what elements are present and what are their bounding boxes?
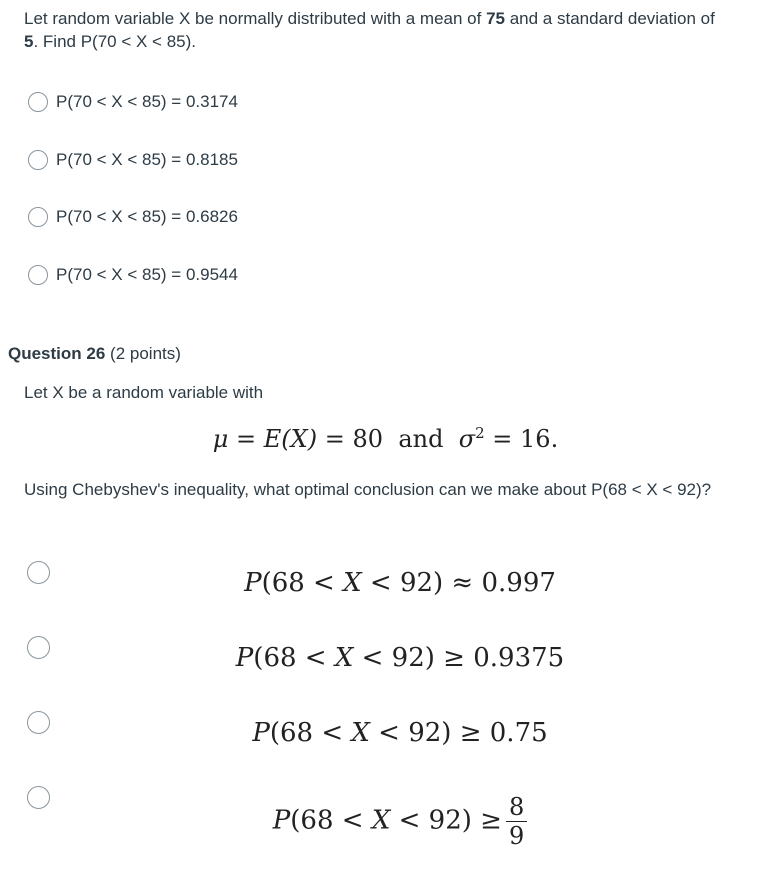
q25-text-pre: Let random variable X be normally distributed with a mean of [24,9,487,28]
q26-option-4-formula [0,793,771,850]
q25-sd: 5 [24,32,34,51]
q25-text-post: . Find P(70 < X < 85). [33,32,196,51]
question-26-header [8,344,181,364]
question-26-equation [0,424,771,453]
q25-option-3[interactable] [28,204,238,230]
radio-button[interactable] [28,150,48,170]
q25-option-1[interactable] [28,89,238,115]
sigma-symbol: σ [458,425,476,453]
equals-16: = 16. [484,425,559,453]
question-points: (2 points) [110,344,181,363]
option-label: P(70 < X < 85) = 0.8185 [56,150,238,169]
q25-text-mid: and a standard deviation of [505,9,715,28]
expectation: E(X) [263,425,318,453]
radio-button[interactable] [28,265,48,285]
q25-mean: 75 [486,9,505,28]
radio-button[interactable] [28,92,48,112]
q26-option-4-text: P(68 < X < 92) ≥ [272,805,502,836]
q26-option-1-formula: P(68 < X < 92) ≈ 0.997 [244,568,556,598]
q26-option-3-formula: P(68 < X < 92) ≥ 0.75 [252,718,548,748]
exponent: 2 [475,424,485,442]
equals-80: = 80 [317,425,391,453]
question-26-intro: Let X be a random variable with [24,383,264,402]
q25-option-4[interactable] [28,262,238,288]
question-26-text: Using Chebyshev's inequality, what optimal conclusion can we make about P(68 < X < 92)? [24,480,712,499]
fraction-denominator: 9 [508,822,525,850]
question-number: Question 26 [8,344,106,363]
option-label: P(70 < X < 85) = 0.3174 [56,92,238,111]
radio-button[interactable] [28,207,48,227]
question-25-text [24,7,724,53]
q26-option-2-formula: P(68 < X < 92) ≥ 0.9375 [235,643,565,673]
fraction-numerator: 8 [506,793,527,822]
q25-option-2[interactable] [28,147,238,173]
equals: = [228,425,264,453]
and-word: and [398,425,444,453]
option-label: P(70 < X < 85) = 0.9544 [56,265,238,284]
mu-symbol: μ [212,425,229,453]
fraction [506,793,527,850]
option-label: P(70 < X < 85) = 0.6826 [56,207,238,226]
